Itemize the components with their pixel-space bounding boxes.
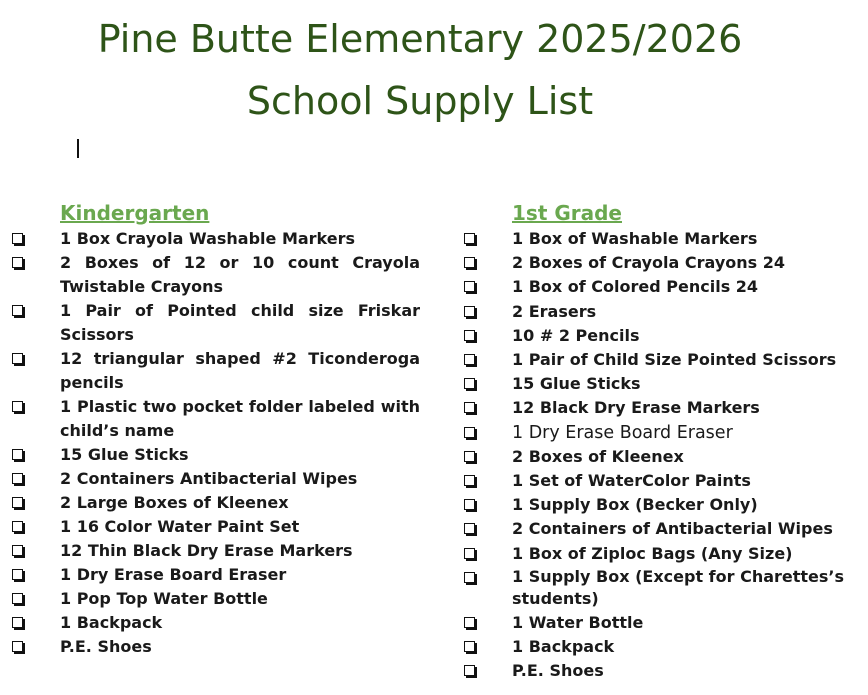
checkbox-icon bbox=[464, 523, 475, 534]
checkbox-icon bbox=[12, 593, 23, 604]
list-item: 2 Boxes of Kleenex bbox=[460, 445, 860, 469]
list-item: 2 Erasers bbox=[460, 300, 860, 324]
checkbox-icon bbox=[464, 354, 475, 365]
document-title-line-1: Pine Butte Elementary 2025/2026 bbox=[97, 17, 743, 61]
list-item: 1 Supply Box (Becker Only) bbox=[460, 493, 860, 517]
checkbox-icon bbox=[464, 617, 475, 628]
checkbox-icon bbox=[12, 305, 23, 316]
checkbox-icon bbox=[464, 475, 475, 486]
checkbox-icon bbox=[12, 473, 23, 484]
checkbox-icon bbox=[464, 548, 475, 559]
list-item: 1 Pop Top Water Bottle bbox=[8, 587, 420, 611]
checkbox-icon bbox=[464, 378, 475, 389]
list-item: 12 triangular shaped #2 Ticonderoga pencils bbox=[8, 347, 420, 395]
checkbox-icon bbox=[464, 330, 475, 341]
checkbox-icon bbox=[464, 641, 475, 652]
checkbox-icon bbox=[464, 427, 475, 438]
list-item: 2 Boxes of 12 or 10 count Crayola Twistable Crayons bbox=[8, 251, 420, 299]
list-item: 2 Containers Antibacterial Wipes bbox=[8, 467, 420, 491]
checkbox-icon bbox=[12, 449, 23, 460]
checkbox-icon bbox=[464, 306, 475, 317]
kindergarten-heading: Kindergarten bbox=[60, 201, 210, 225]
list-item: 12 Thin Black Dry Erase Markers bbox=[8, 539, 420, 563]
checkbox-icon bbox=[464, 281, 475, 292]
list-item: 1 Pair of Child Size Pointed Scissors bbox=[460, 348, 860, 372]
checkbox-icon bbox=[464, 257, 475, 268]
list-item: 1 Water Bottle bbox=[460, 611, 860, 635]
list-item: 15 Glue Sticks bbox=[460, 372, 860, 396]
checkbox-icon bbox=[464, 572, 475, 583]
list-item: 1 Dry Erase Board Eraser bbox=[460, 421, 860, 445]
list-item: 10 # 2 Pencils bbox=[460, 324, 860, 348]
list-item: 1 Backpack bbox=[8, 611, 420, 635]
list-item: 1 Plastic two pocket folder labeled with child’s name bbox=[8, 395, 420, 443]
list-item: 12 Black Dry Erase Markers bbox=[460, 396, 860, 420]
list-item: 2 Large Boxes of Kleenex bbox=[8, 491, 420, 515]
kindergarten-list bbox=[8, 227, 420, 659]
first-grade-column bbox=[460, 199, 860, 683]
first-grade-list bbox=[460, 227, 860, 683]
list-item: P.E. Shoes bbox=[8, 635, 420, 659]
checkbox-icon bbox=[464, 451, 475, 462]
text-cursor bbox=[77, 139, 79, 158]
checkbox-icon bbox=[12, 545, 23, 556]
list-item: 2 Containers of Antibacterial Wipes bbox=[460, 517, 860, 541]
list-item: 1 Backpack bbox=[460, 635, 860, 659]
list-item: 1 16 Color Water Paint Set bbox=[8, 515, 420, 539]
list-item: 1 Set of WaterColor Paints bbox=[460, 469, 860, 493]
list-item: 1 Box Crayola Washable Markers bbox=[8, 227, 420, 251]
kindergarten-column bbox=[8, 199, 420, 659]
list-item: 1 Box of Ziploc Bags (Any Size) bbox=[460, 542, 860, 566]
list-item: 1 Dry Erase Board Eraser bbox=[8, 563, 420, 587]
checkbox-icon bbox=[12, 641, 23, 652]
first-grade-heading: 1st Grade bbox=[512, 201, 622, 225]
checkbox-icon bbox=[464, 499, 475, 510]
list-item: 1 Pair of Pointed child size Friskar Scissors bbox=[8, 299, 420, 347]
list-item: P.E. Shoes bbox=[460, 659, 860, 683]
list-item: 1 Box of Colored Pencils 24 bbox=[460, 275, 860, 299]
list-item: 1 Box of Washable Markers bbox=[460, 227, 860, 251]
checkbox-icon bbox=[464, 665, 475, 676]
checkbox-icon bbox=[464, 233, 475, 244]
list-item: 1 Supply Box (Except for Charettes’s students) bbox=[460, 566, 860, 611]
checkbox-icon bbox=[12, 257, 23, 268]
checkbox-icon bbox=[12, 497, 23, 508]
checkbox-icon bbox=[12, 353, 23, 364]
checkbox-icon bbox=[12, 401, 23, 412]
checkbox-icon bbox=[12, 521, 23, 532]
checkbox-icon bbox=[12, 233, 23, 244]
list-item: 15 Glue Sticks bbox=[8, 443, 420, 467]
checkbox-icon bbox=[12, 617, 23, 628]
checkbox-icon bbox=[464, 402, 475, 413]
checkbox-icon bbox=[12, 569, 23, 580]
document-title-line-2: School Supply List bbox=[246, 79, 594, 123]
list-item: 2 Boxes of Crayola Crayons 24 bbox=[460, 251, 860, 275]
